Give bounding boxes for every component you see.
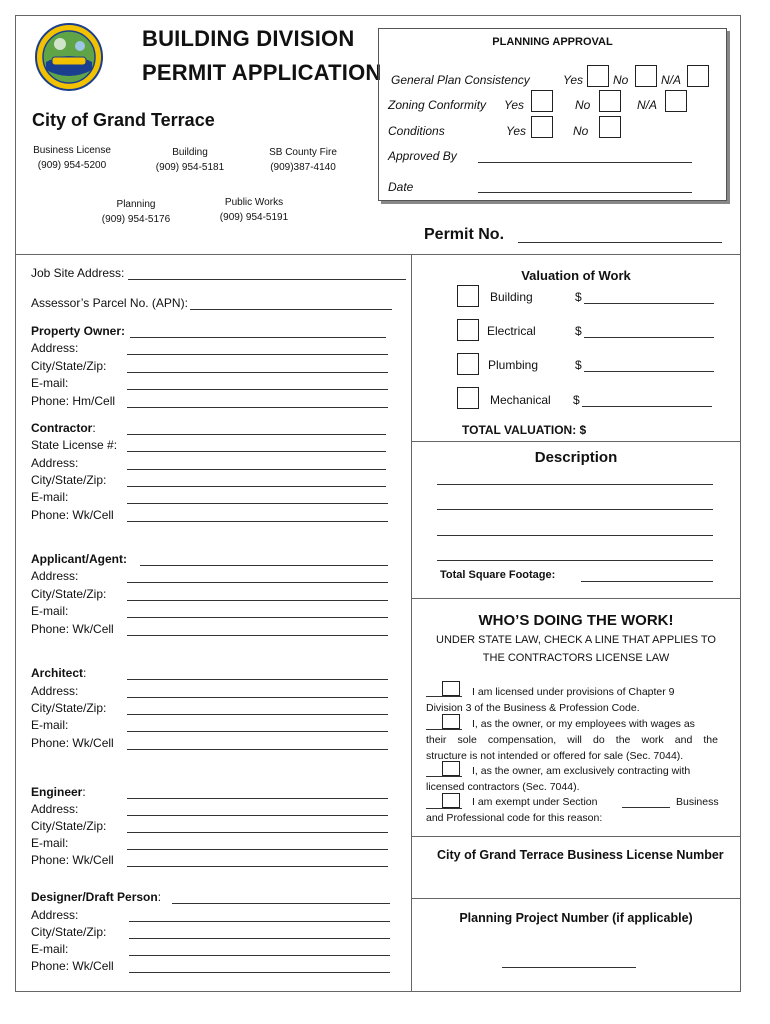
engineer-address-field[interactable]: [127, 815, 388, 816]
description-title: Description: [534, 449, 618, 466]
engineer-email-field[interactable]: [127, 849, 388, 850]
designer-city-label: City/State/Zip:: [31, 925, 107, 939]
general-plan-label: General Plan Consistency: [391, 73, 530, 87]
designer-phone-label: Phone: Wk/Cell: [31, 959, 114, 973]
applicant-city-field[interactable]: [127, 600, 388, 601]
planning-project-label: Planning Project Number (if applicable): [459, 911, 693, 925]
general-plan-yes-checkbox[interactable]: [587, 65, 609, 87]
approved-by-label: Approved By: [388, 149, 457, 163]
sqft-field[interactable]: [581, 581, 713, 582]
valuation-title: Valuation of Work: [521, 268, 631, 283]
owner-phone-label: Phone: Hm/Cell: [31, 394, 116, 408]
applicant-field[interactable]: [140, 565, 388, 566]
planning-approval-box: [378, 28, 727, 201]
na-label: N/A: [637, 98, 658, 112]
electrical-checkbox[interactable]: [457, 319, 479, 341]
contractor-email-label: E-mail:: [31, 490, 69, 504]
designer-address-label: Address:: [31, 908, 79, 922]
engineer-phone-field[interactable]: [127, 866, 388, 867]
applicant-label: Applicant/Agent:: [31, 552, 127, 566]
option-2-checkbox[interactable]: [442, 714, 460, 729]
total-valuation-label: TOTAL VALUATION: $: [462, 423, 587, 437]
option-4-text-c: and Professional code for this reason:: [426, 812, 603, 824]
option-3-checkbox[interactable]: [442, 761, 460, 776]
contractor-city-field[interactable]: [127, 486, 386, 487]
plumbing-value-field[interactable]: [584, 371, 714, 372]
contractor-phone-field[interactable]: [127, 521, 388, 522]
work-subtitle-1: UNDER STATE LAW, CHECK A LINE THAT APPLIES TO: [436, 634, 716, 646]
job-site-field[interactable]: [128, 279, 406, 280]
option-4-checkbox[interactable]: [442, 793, 460, 808]
option-3-line: [426, 776, 462, 777]
option-4-text-b: Business: [676, 796, 719, 808]
apn-label: Assessor’s Parcel No. (APN):: [31, 296, 188, 310]
option-2-text-a: I, as the owner, or my employees with wages as: [472, 718, 695, 730]
option-1-checkbox[interactable]: [442, 681, 460, 696]
owner-label: Property Owner:: [31, 324, 126, 338]
designer-email-label: E-mail:: [31, 942, 69, 956]
date-field[interactable]: [478, 192, 692, 193]
contact-public-works: Public Works (909) 954-5191: [219, 197, 289, 223]
owner-city-label: City/State/Zip:: [31, 359, 107, 373]
city-seal-logo: [34, 22, 104, 92]
state-license-label: State License #:: [31, 438, 118, 452]
contractor-field[interactable]: [127, 434, 386, 435]
permit-no-label: Permit No.: [424, 226, 505, 243]
engineer-address-label: Address:: [31, 802, 79, 816]
option-4-text-a: I am exempt under Section: [472, 796, 598, 808]
engineer-city-field[interactable]: [127, 832, 388, 833]
yes-label: Yes: [506, 124, 527, 138]
owner-address-label: Address:: [31, 341, 79, 355]
dollar-sign: $: [575, 358, 582, 372]
designer-address-field[interactable]: [129, 921, 390, 922]
option-3-text-b: licensed contractors (Sec. 7044).: [426, 781, 580, 793]
work-title: WHO’S DOING THE WORK!: [478, 612, 674, 629]
option-1-text-b: Division 3 of the Business & Profession Code.: [426, 702, 640, 714]
work-subtitle-2: THE CONTRACTORS LICENSE LAW: [482, 652, 670, 664]
contractor-address-label: Address:: [31, 456, 79, 470]
contractor-city-label: City/State/Zip:: [31, 473, 107, 487]
contractor-label: Contractor:: [31, 421, 96, 435]
engineer-field[interactable]: [127, 798, 388, 799]
conditions-no-checkbox[interactable]: [599, 116, 621, 138]
planning-project-field[interactable]: [502, 967, 636, 968]
owner-phone-field[interactable]: [127, 407, 388, 408]
city-name: City of Grand Terrace: [32, 110, 215, 130]
divider: [15, 254, 741, 255]
architect-email-field[interactable]: [127, 731, 388, 732]
dollar-sign: $: [575, 290, 582, 304]
engineer-email-label: E-mail:: [31, 836, 69, 850]
option-2-text-c: structure is not intended or offered for sale (Sec. 7044).: [426, 750, 684, 762]
conditions-label: Conditions: [388, 124, 445, 138]
designer-email-field[interactable]: [129, 955, 390, 956]
contractor-address-field[interactable]: [127, 469, 386, 470]
contact-building: Building (909) 954-5181: [155, 147, 225, 173]
engineer-city-label: City/State/Zip:: [31, 819, 107, 833]
option-1-text-a: I am licensed under provisions of Chapter 9: [472, 686, 675, 698]
title-line-2: PERMIT APPLICATION: [142, 60, 382, 85]
zoning-no-checkbox[interactable]: [599, 90, 621, 112]
sqft-label: Total Square Footage:: [440, 569, 556, 581]
yes-label: Yes: [563, 73, 584, 87]
designer-city-field[interactable]: [129, 938, 390, 939]
architect-address-label: Address:: [31, 684, 79, 698]
architect-phone-field[interactable]: [127, 749, 388, 750]
architect-city-label: City/State/Zip:: [31, 701, 107, 715]
title-line-1: BUILDING DIVISION: [142, 26, 355, 51]
owner-email-label: E-mail:: [31, 376, 69, 390]
na-label: N/A: [661, 73, 682, 87]
date-label: Date: [388, 180, 414, 194]
building-checkbox[interactable]: [457, 285, 479, 307]
applicant-address-label: Address:: [31, 569, 79, 583]
mechanical-value-field[interactable]: [582, 406, 712, 407]
state-license-field[interactable]: [127, 451, 386, 452]
architect-email-label: E-mail:: [31, 718, 69, 732]
zoning-yes-checkbox[interactable]: [531, 90, 553, 112]
option-2-text-b: their sole compensation, will do the work and the: [426, 734, 718, 746]
designer-phone-field[interactable]: [129, 972, 390, 973]
exempt-section-field[interactable]: [622, 807, 670, 808]
architect-address-field[interactable]: [127, 697, 388, 698]
yes-label: Yes: [504, 98, 525, 112]
option-1-line: [426, 696, 462, 697]
owner-field[interactable]: [130, 337, 386, 338]
applicant-email-label: E-mail:: [31, 604, 69, 618]
description-line[interactable]: [437, 535, 713, 536]
description-line[interactable]: [437, 484, 713, 485]
job-site-label: Job Site Address:: [31, 266, 125, 280]
business-license-label: City of Grand Terrace Business License Number: [437, 848, 724, 862]
no-label: No: [613, 73, 629, 87]
dollar-sign: $: [573, 393, 580, 407]
divider: [411, 836, 741, 837]
architect-label: Architect:: [31, 666, 87, 680]
building-value-field[interactable]: [584, 303, 714, 304]
approval-title: PLANNING APPROVAL: [492, 36, 613, 48]
plumbing-checkbox[interactable]: [457, 353, 479, 375]
electrical-value-field[interactable]: [584, 337, 714, 338]
option-3-text-a: I, as the owner, am exclusively contracting with: [472, 765, 691, 777]
contact-planning: Planning (909) 954-5176: [101, 199, 171, 225]
engineer-label: Engineer:: [31, 785, 86, 799]
no-label: No: [573, 124, 589, 138]
designer-label: Designer/Draft Person:: [31, 890, 162, 904]
permit-no-field[interactable]: [518, 242, 722, 243]
divider: [411, 598, 741, 599]
contact-sb-county-fire: SB County Fire (909)387-4140: [269, 147, 337, 173]
contractor-email-field[interactable]: [127, 503, 388, 504]
dollar-sign: $: [575, 324, 582, 338]
designer-field[interactable]: [172, 903, 390, 904]
description-line[interactable]: [437, 509, 713, 510]
description-line[interactable]: [437, 560, 713, 561]
applicant-phone-label: Phone: Wk/Cell: [31, 622, 114, 636]
engineer-phone-label: Phone: Wk/Cell: [31, 853, 114, 867]
divider: [411, 441, 741, 442]
owner-email-field[interactable]: [127, 389, 388, 390]
general-plan-no-checkbox[interactable]: [635, 65, 657, 87]
apn-field[interactable]: [190, 309, 392, 310]
contact-business-license: Business License (909) 954-5200: [33, 145, 111, 171]
electrical-label: Electrical: [487, 324, 536, 338]
building-label: Building: [490, 290, 533, 304]
applicant-phone-field[interactable]: [127, 635, 388, 636]
no-label: No: [575, 98, 591, 112]
option-2-line: [426, 729, 462, 730]
approved-by-field[interactable]: [478, 162, 692, 163]
general-plan-na-checkbox[interactable]: [687, 65, 709, 87]
divider: [411, 898, 741, 899]
architect-phone-label: Phone: Wk/Cell: [31, 736, 114, 750]
mechanical-label: Mechanical: [490, 393, 551, 407]
architect-field[interactable]: [127, 679, 388, 680]
option-4-line: [426, 808, 462, 809]
zoning-na-checkbox[interactable]: [665, 90, 687, 112]
owner-address-field[interactable]: [127, 354, 388, 355]
applicant-address-field[interactable]: [127, 582, 388, 583]
contractor-phone-label: Phone: Wk/Cell: [31, 508, 114, 522]
applicant-city-label: City/State/Zip:: [31, 587, 107, 601]
plumbing-label: Plumbing: [488, 358, 539, 372]
architect-city-field[interactable]: [127, 714, 388, 715]
owner-city-field[interactable]: [127, 372, 388, 373]
zoning-label: Zoning Conformity: [388, 98, 487, 112]
applicant-email-field[interactable]: [127, 617, 388, 618]
mechanical-checkbox[interactable]: [457, 387, 479, 409]
conditions-yes-checkbox[interactable]: [531, 116, 553, 138]
